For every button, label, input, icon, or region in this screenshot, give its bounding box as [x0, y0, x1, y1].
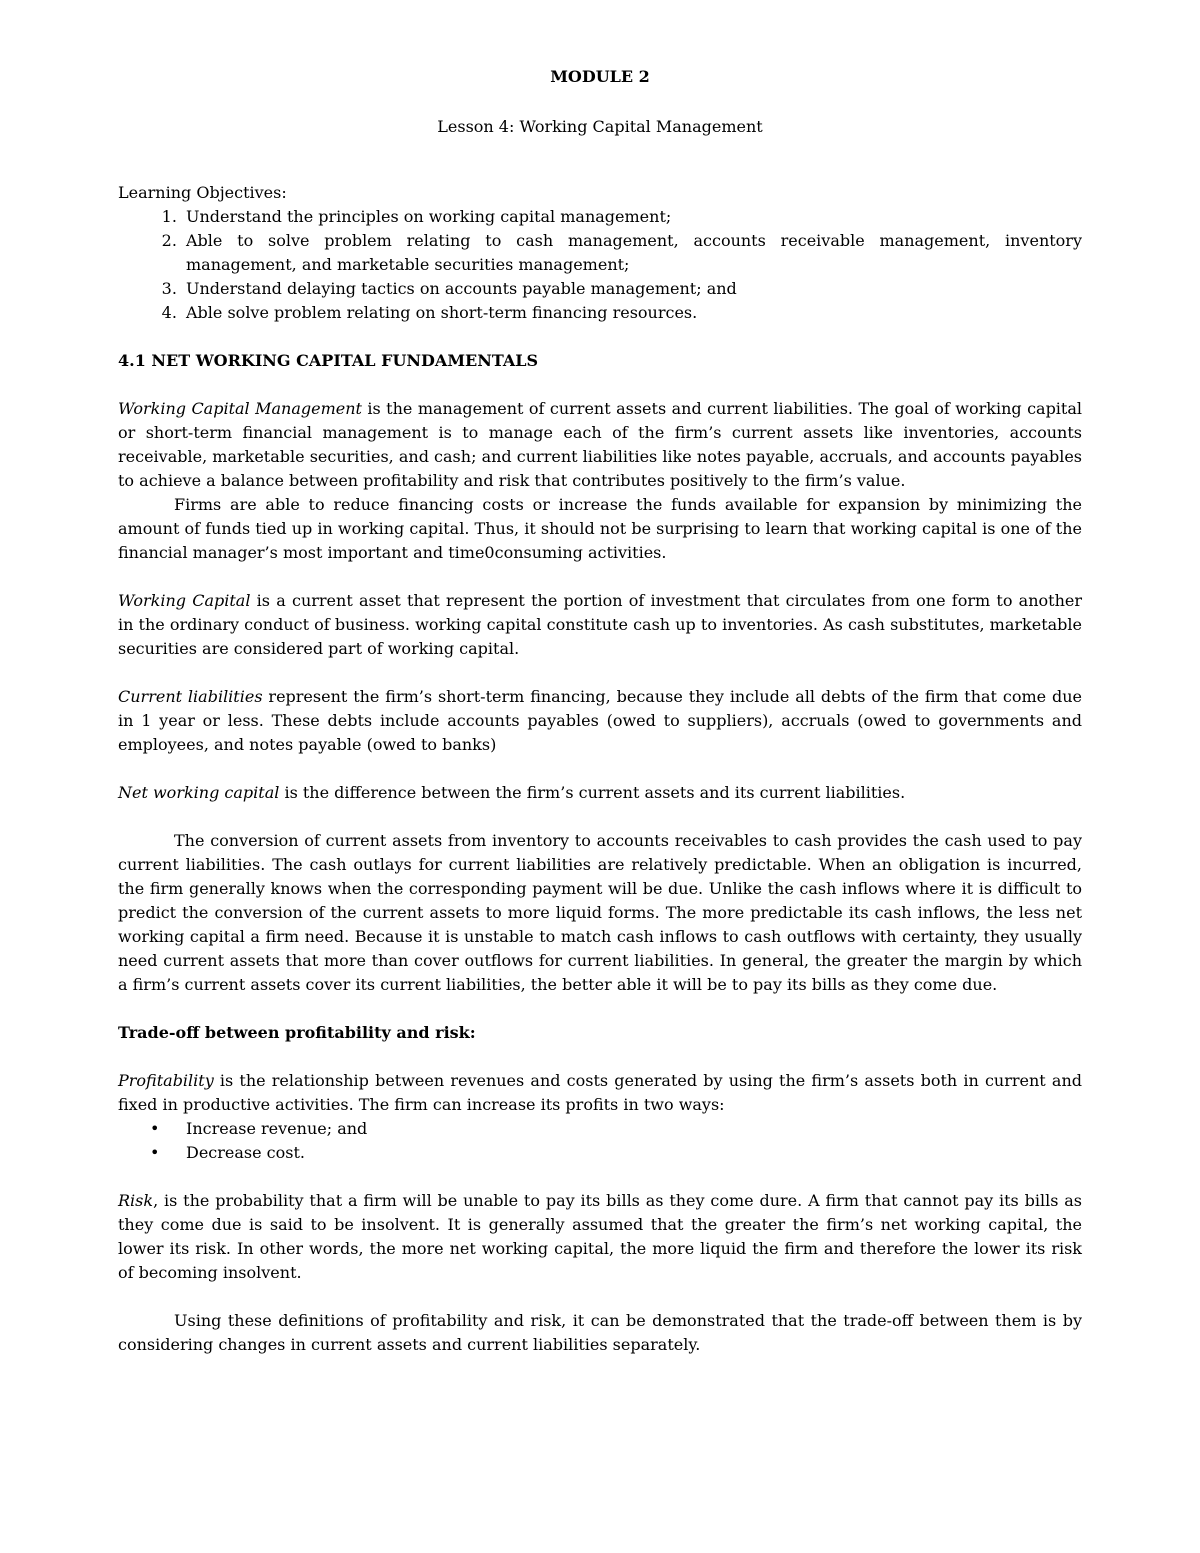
paragraph-text: is the difference between the firm’s current assets and its current liabilities.: [279, 783, 906, 802]
bullet-icon: •: [150, 1143, 160, 1162]
paragraph-wc: [118, 589, 1082, 661]
tradeoff-heading: Trade-off between profitability and risk:: [118, 1023, 476, 1042]
objective-item: 2. Able to solve problem relating to cash management, accounts receivable management, inventory management, and marketable securities management;: [182, 229, 1082, 277]
term-net-working-capital: Net working capital: [118, 783, 280, 802]
objectives-list: [118, 205, 1082, 325]
paragraph-risk: [118, 1189, 1082, 1285]
document-page: [118, 65, 1082, 1357]
objectives-heading: Learning Objectives:: [118, 183, 287, 202]
list-item-text: Decrease cost.: [186, 1143, 305, 1162]
section-heading: 4.1 NET WORKING CAPITAL FUNDAMENTALS: [118, 351, 539, 370]
list-item-text: Increase revenue; and: [186, 1119, 368, 1138]
lesson-title: Lesson 4: Working Capital Management: [437, 117, 763, 136]
term-profitability: Profitability: [118, 1071, 214, 1090]
objective-item: 4. Able solve problem relating on short-term financing resources.: [182, 301, 1082, 325]
bullet-icon: •: [150, 1119, 160, 1138]
paragraph-cl: [118, 685, 1082, 757]
term-risk: Risk: [118, 1191, 154, 1210]
paragraph-text: , is the probability that a firm will be unable to pay its bills as they come dure. A firm that cannot pay its bills as they come due is said to be insolvent. It is generally assumed that the greater the firm’s net working capital, the lower its risk. In other words, the more net working capital, the more liquid the firm and therefore the lower its risk of becoming insolvent.: [118, 1191, 1082, 1282]
paragraph-conversion: The conversion of current assets from inventory to accounts receivables to cash provides the cash used to pay current liabilities. The cash outlays for current liabilities are relatively predictable. When an obligation is incurred, the firm generally knows when the corresponding payment will be due. Unlike the cash inflows where it is difficult to predict the conversion of the current assets to more liquid forms. The more predictable its cash inflows, the less net working capital a firm need. Because it is unstable to match cash inflows to cash outflows with certainty, they usually need current assets that more than cover outflows for current liabilities. In general, the greater the margin by which a firm’s current assets cover its current liabilities, the better able it will be to pay its bills as they come due.: [118, 831, 1082, 994]
paragraph-text: represent the firm’s short-term financing, because they include all debts of the firm that come due in 1 year or less. These debts include accounts payables (owed to suppliers), accruals (owed to governments and employees, and notes payable (owed to banks): [118, 687, 1082, 754]
objective-item: 3. Understand delaying tactics on accounts payable management; and: [182, 277, 1082, 301]
paragraph-closing: Using these definitions of profitability and risk, it can be demonstrated that the trade-off between them is by considering changes in current assets and current liabilities separately.: [118, 1311, 1082, 1354]
term-working-capital: Working Capital: [118, 591, 251, 610]
term-current-liabilities: Current liabilities: [118, 687, 263, 706]
list-item: [150, 1141, 1082, 1165]
paragraph-wcm: [118, 397, 1082, 493]
objective-item: 1. Understand the principles on working capital management;: [182, 205, 1082, 229]
paragraph-text: is the management of current assets and current liabilities. The goal of working capital or short-term financial management is to manage each of the firm’s current assets like inventories, accounts receivable, marketable securities, and cash; and current liabilities like notes payable, accruals, and accounts payables to achieve a balance between profitability and risk that contributes positively to the firm’s value.: [118, 399, 1083, 490]
module-title: MODULE 2: [550, 67, 650, 86]
paragraph-wcm-2: Firms are able to reduce financing costs or increase the funds available for expansion by minimizing the amount of funds tied up in working capital. Thus, it should not be surprising to learn that working capital is one of the financial manager’s most important and time0consuming activities.: [118, 495, 1082, 562]
term-working-capital-management: Working Capital Management: [118, 399, 362, 418]
paragraph-text: is a current asset that represent the portion of investment that circulates from one form to another in the ordinary conduct of business. working capital constitute cash up to inventories. As cash substitutes, marketable securities are considered part of working capital.: [118, 591, 1083, 658]
paragraph-nwc: [118, 781, 1082, 805]
paragraph-text: is the relationship between revenues and costs generated by using the firm’s assets both in current and fixed in productive activities. The firm can increase its profits in two ways:: [118, 1071, 1082, 1114]
list-item: [150, 1117, 1082, 1141]
profit-ways-list: [118, 1117, 1082, 1165]
paragraph-profitability: [118, 1069, 1082, 1117]
